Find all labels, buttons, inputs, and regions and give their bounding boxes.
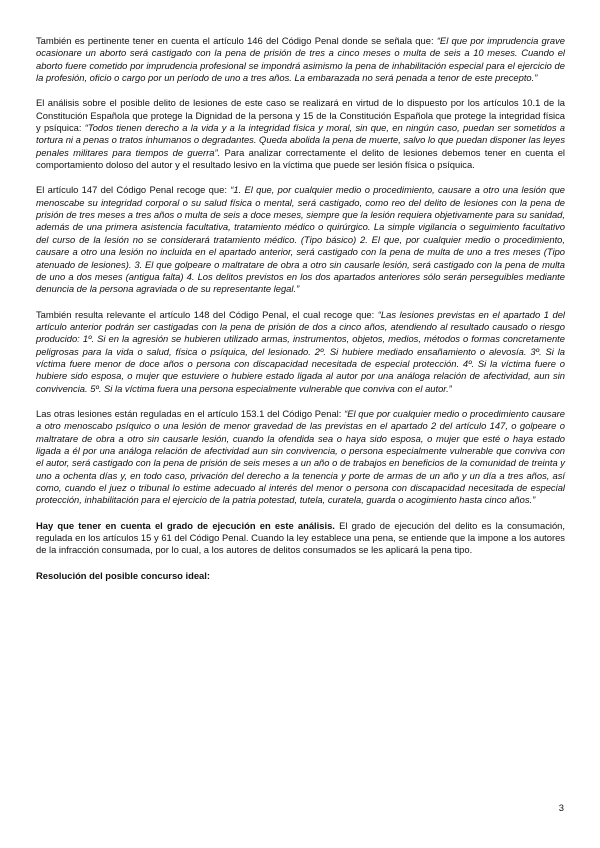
section-heading <box>36 570 565 582</box>
paragraph-lead: También es pertinente tener en cuenta el artículo 146 del Código Penal donde se señala que: <box>36 35 437 46</box>
paragraph-article-147 <box>36 184 565 295</box>
paragraph-grado-ejecucion <box>36 520 565 557</box>
section-heading-text: Resolución del posible concurso ideal: <box>36 569 210 581</box>
paragraph-lead: El análisis sobre el posible delito de lesiones de este caso se realizará en virtud de lo dispuesto por los artículos 10.1 de la Constitución Española que protege la Dignidad de la persona y 15 de la Constitución Española que protege la integridad física y psíquica: <box>36 97 565 134</box>
paragraph-article-153 <box>36 408 565 507</box>
page-number: 3 <box>558 802 564 813</box>
paragraph-article-146 <box>36 35 565 84</box>
paragraph-lead: También resulta relevante el artículo 148 del Código Penal, el cual recoge que: <box>36 308 378 320</box>
paragraph-article-148 <box>36 309 565 395</box>
page-body <box>36 35 565 595</box>
legal-quote: “Todos tienen derecho a la vida y a la integridad física y moral, sin que, en ningún caso, puedan ser sometidos a tortura ni a penas o tratos inhumanos o degradantes. Queda abolida la pena de muerte, salvo lo que puedan disponer las leyes penales militares para tiempos de guerra”. <box>36 122 566 158</box>
legal-quote: “El que por imprudencia grave ocasionare un aborto será castigado con la pena de prisión de tres a cinco meses o multa de seis a 10 meses. Cuando el aborto fuere cometido por imprudencia profesional se impondrá asimismo la pena de inhabilitación especial para el ejercicio de la profesión, oficio o cargo por un período de uno a tres años. La embarazada no será penada a tenor de este precepto.” <box>36 35 566 84</box>
paragraph-tail: Para analizar correctamente el delito de lesiones debemos tener en cuenta el comportamiento doloso del autor y el resultado lesivo en la víctima que puede ser lesión física o psíquica. <box>36 146 566 171</box>
paragraph-tail: El grado de ejecución del delito es la consumación, regulada en los artículos 15 y 61 del Código Penal. Cuando la ley establece una pena, se entiende que la impone a los autores de la infracción consumada, por lo cual, a los autores de delitos consumados se les aplicará la pena tipo. <box>36 519 565 556</box>
paragraph-lead: El artículo 147 del Código Penal recoge que: <box>36 184 231 196</box>
legal-quote: “Las lesiones previstas en el apartado 1 del artículo anterior podrán ser castigadas con la pena de prisión de dos a cinco años, atendiendo al resultado causado o riesgo producido: 1º. Si en la agresión se hubieren utilizado armas, instrumentos, objetos, medios, métodos o formas concretamente peligrosas para la vida o salud, física o psíquica, del lesionado. 2º. Si hubiere mediado ensañamiento o alevosía. 3º. Si la víctima fuere menor de doce años o persona con discapacidad necesitada de especial protección. 4º. Si la víctima fuere o hubiere sido esposa, o mujer que estuviere o hubiere estado ligada al autor por una análoga relación de afectividad, aun sin convivencia. 5º. Si la víctima fuera una persona especialmente vulnerable que conviva con el autor.” <box>36 308 565 394</box>
bold-lead: Hay que tener en cuenta el grado de ejecución en este análisis. <box>36 519 335 531</box>
paragraph-lesiones-analysis <box>36 97 565 171</box>
legal-quote: “El que por cualquier medio o procedimiento causare a otro menoscabo psíquico o una lesión de menor gravedad de las previstas en el apartado 2 del artículo 147, o golpeare o maltratare de obra a otro sin causarle lesión, cuando la ofendida sea o haya sido esposa, o mujer que esté o haya estado ligada a él por una análoga relación de afectividad aun sin convivencia, o persona especialmente vulnerable que conviva con el autor, será castigado con la pena de prisión de seis meses a un año o de trabajos en beneficios de la comunidad de treinta y uno a ochenta días y, en todo caso, privación del derecho a la tenencia y porte de armas de un año y un día a tres años, así como, cuando el juez o tribunal lo estime adecuado al interés del menor o persona con discapacidad necesitada de especial protección, inhabilitación para el ejercicio de la patria potestad, tutela, curatela, guarda o acogimiento hasta cinco años.” <box>36 407 565 506</box>
paragraph-lead: Las otras lesiones están reguladas en el artículo 153.1 del Código Penal: <box>36 407 345 419</box>
legal-quote: “1. El que, por cualquier medio o procedimiento, causare a otro una lesión que menoscabe su integridad corporal o su salud física o mental, será castigado, como reo del delito de lesiones con la pena de prisión de tres meses a tres años o multa de seis a doce meses, siempre que la lesión requiera objetivamente para su sanidad, además de una primera asistencia facultativa, tratamiento médico o quirúrgico. La simple vigilancia o seguimiento facultativo del curso de la lesión no se considerará tratamiento médico. (Tipo básico) 2. El que, por cualquier medio o procedimiento, causare a otro una lesión no incluida en el apartado anterior, será castigado con la pena de multa de uno a tres meses (Tipo atenuado de lesiones). 3. El que golpeare o maltratare de obra a otro sin causarle lesión, será castigado con la pena de multa de uno a dos meses (antigua falta) 4. Los delitos previstos en los dos apartados anteriores sólo serán perseguibles mediante denuncia de la persona agraviada o de su representante legal.” <box>36 184 565 295</box>
